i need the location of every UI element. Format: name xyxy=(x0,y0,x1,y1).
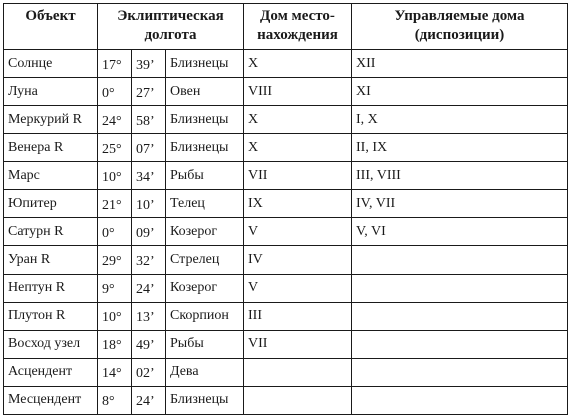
object-cell xyxy=(4,330,98,358)
planet-positions-table xyxy=(3,3,568,415)
minute-cell-text: 02’ xyxy=(136,366,155,382)
ruled-houses-cell xyxy=(352,246,568,274)
sign-cell xyxy=(166,78,244,106)
sign-cell xyxy=(166,106,244,134)
object-cell xyxy=(4,218,98,246)
degree-cell-text: 0° xyxy=(102,225,115,241)
minute-cell-text: 32’ xyxy=(136,253,155,269)
minute-cell-text: 39’ xyxy=(136,57,155,73)
object-cell-text: Плутон R xyxy=(8,308,66,324)
minute-cell xyxy=(132,78,166,106)
degree-cell xyxy=(98,106,132,134)
table-row xyxy=(4,106,568,134)
sign-cell xyxy=(166,218,244,246)
sign-cell xyxy=(166,162,244,190)
degree-cell xyxy=(98,78,132,106)
house-cell-text: X xyxy=(248,139,259,155)
ruled-houses-cell-text: II, IX xyxy=(356,139,388,155)
degree-cell xyxy=(98,190,132,218)
ruled-houses-cell xyxy=(352,386,568,414)
ruled-houses-cell xyxy=(352,106,568,134)
object-cell xyxy=(4,78,98,106)
minute-cell-text: 13’ xyxy=(136,310,155,326)
header-house: Дом место-нахождения xyxy=(244,4,352,50)
degree-cell xyxy=(98,302,132,330)
object-cell xyxy=(4,386,98,414)
house-cell-text: V xyxy=(248,280,259,296)
sign-cell xyxy=(166,330,244,358)
table-row xyxy=(4,218,568,246)
house-cell-text: III xyxy=(248,308,262,324)
table-row xyxy=(4,274,568,302)
table-row xyxy=(4,190,568,218)
degree-cell xyxy=(98,50,132,78)
minute-cell xyxy=(132,162,166,190)
minute-cell-text: 27’ xyxy=(136,85,155,101)
sign-cell xyxy=(166,386,244,414)
degree-cell-text: 10° xyxy=(102,310,122,326)
sign-cell-text: Скорпион xyxy=(170,308,229,324)
house-cell xyxy=(244,386,352,414)
object-cell xyxy=(4,246,98,274)
sign-cell-text: Стрелец xyxy=(170,251,220,267)
header-ruled-houses: Управляемые дома (диспозиции) xyxy=(352,4,568,50)
house-cell-text: X xyxy=(248,111,259,127)
ruled-houses-cell xyxy=(352,78,568,106)
header-row xyxy=(4,4,568,50)
minute-cell-text: 07’ xyxy=(136,141,155,157)
house-cell xyxy=(244,134,352,162)
object-cell-text: Месцендент xyxy=(8,392,82,408)
table-row xyxy=(4,386,568,414)
table-row xyxy=(4,50,568,78)
minute-cell xyxy=(132,330,166,358)
degree-cell-text: 24° xyxy=(102,113,122,129)
house-cell-text: VII xyxy=(248,167,268,183)
house-cell xyxy=(244,162,352,190)
minute-cell-text: 24’ xyxy=(136,394,155,410)
degree-cell xyxy=(98,330,132,358)
sign-cell-text: Рыбы xyxy=(170,167,204,183)
minute-cell-text: 09’ xyxy=(136,225,155,241)
house-cell xyxy=(244,218,352,246)
object-cell-text: Нептун R xyxy=(8,280,66,296)
object-cell-text: Луна xyxy=(8,83,38,99)
sign-cell xyxy=(166,134,244,162)
sign-cell xyxy=(166,302,244,330)
minute-cell-text: 10’ xyxy=(136,197,155,213)
minute-cell xyxy=(132,134,166,162)
minute-cell-text: 49’ xyxy=(136,338,155,354)
degree-cell xyxy=(98,246,132,274)
sign-cell-text: Рыбы xyxy=(170,336,204,352)
ruled-houses-cell-text: I, X xyxy=(356,111,378,127)
ruled-houses-cell xyxy=(352,162,568,190)
minute-cell xyxy=(132,246,166,274)
degree-cell xyxy=(98,134,132,162)
sign-cell xyxy=(166,246,244,274)
house-cell xyxy=(244,246,352,274)
house-cell-text: VIII xyxy=(248,83,273,99)
degree-cell-text: 14° xyxy=(102,366,122,382)
degree-cell-text: 18° xyxy=(102,338,122,354)
degree-cell xyxy=(98,274,132,302)
degree-cell xyxy=(98,358,132,386)
degree-cell-text: 0° xyxy=(102,85,115,101)
degree-cell-text: 17° xyxy=(102,57,122,73)
ruled-houses-cell xyxy=(352,330,568,358)
object-cell-text: Солнце xyxy=(8,55,53,71)
sign-cell-text: Овен xyxy=(170,83,201,99)
object-cell xyxy=(4,162,98,190)
degree-cell-text: 10° xyxy=(102,169,122,185)
degree-cell xyxy=(98,162,132,190)
object-cell xyxy=(4,190,98,218)
minute-cell-text: 34’ xyxy=(136,169,155,185)
sign-cell-text: Близнецы xyxy=(170,111,229,127)
house-cell-text: V xyxy=(248,223,259,239)
minute-cell xyxy=(132,302,166,330)
object-cell-text: Восход узел xyxy=(8,336,81,352)
ruled-houses-cell-text: XI xyxy=(356,83,371,99)
house-cell-text: IV xyxy=(248,251,263,267)
sign-cell-text: Близнецы xyxy=(170,139,229,155)
table-row xyxy=(4,162,568,190)
degree-cell xyxy=(98,386,132,414)
minute-cell-text: 58’ xyxy=(136,113,155,129)
sign-cell xyxy=(166,358,244,386)
table-row xyxy=(4,330,568,358)
sign-cell xyxy=(166,190,244,218)
sign-cell-text: Козерог xyxy=(170,223,218,239)
table-row xyxy=(4,246,568,274)
house-cell xyxy=(244,78,352,106)
minute-cell xyxy=(132,386,166,414)
house-cell-text: IX xyxy=(248,195,263,211)
degree-cell xyxy=(98,218,132,246)
object-cell-text: Венера R xyxy=(8,139,64,155)
object-cell xyxy=(4,274,98,302)
house-cell xyxy=(244,106,352,134)
minute-cell xyxy=(132,50,166,78)
header-object: Объект xyxy=(4,4,98,50)
ruled-houses-cell xyxy=(352,358,568,386)
table-row xyxy=(4,134,568,162)
house-cell xyxy=(244,274,352,302)
object-cell-text: Асцендент xyxy=(8,364,73,380)
object-cell xyxy=(4,358,98,386)
house-cell xyxy=(244,50,352,78)
house-cell xyxy=(244,190,352,218)
object-cell-text: Марс xyxy=(8,167,40,183)
minute-cell xyxy=(132,218,166,246)
ruled-houses-cell-text: V, VI xyxy=(356,223,386,239)
degree-cell-text: 25° xyxy=(102,141,122,157)
ruled-houses-cell xyxy=(352,190,568,218)
ruled-houses-cell xyxy=(352,274,568,302)
minute-cell xyxy=(132,358,166,386)
house-cell-text: X xyxy=(248,55,259,71)
minute-cell xyxy=(132,274,166,302)
degree-cell-text: 29° xyxy=(102,253,122,269)
degree-cell-text: 21° xyxy=(102,197,122,213)
sign-cell xyxy=(166,50,244,78)
ruled-houses-cell-text: IV, VII xyxy=(356,195,396,211)
ruled-houses-cell xyxy=(352,302,568,330)
house-cell-text: VII xyxy=(248,336,268,352)
ruled-houses-cell xyxy=(352,134,568,162)
object-cell xyxy=(4,50,98,78)
sign-cell-text: Телец xyxy=(170,195,205,211)
house-cell xyxy=(244,358,352,386)
object-cell xyxy=(4,106,98,134)
sign-cell-text: Близнецы xyxy=(170,392,229,408)
sign-cell-text: Дева xyxy=(170,364,199,380)
house-cell xyxy=(244,302,352,330)
sign-cell-text: Козерог xyxy=(170,280,218,296)
header-longitude: Эклиптическая долгота xyxy=(98,4,244,50)
ruled-houses-cell xyxy=(352,218,568,246)
ruled-houses-cell xyxy=(352,50,568,78)
ruled-houses-cell-text: III, VIII xyxy=(356,167,401,183)
table-row xyxy=(4,358,568,386)
minute-cell xyxy=(132,190,166,218)
object-cell-text: Меркурий R xyxy=(8,111,82,127)
minute-cell-text: 24’ xyxy=(136,282,155,298)
object-cell xyxy=(4,134,98,162)
ruled-houses-cell-text: XII xyxy=(356,55,376,71)
degree-cell-text: 9° xyxy=(102,282,115,298)
house-cell xyxy=(244,330,352,358)
degree-cell-text: 8° xyxy=(102,394,115,410)
object-cell-text: Сатурн R xyxy=(8,223,64,239)
minute-cell xyxy=(132,106,166,134)
object-cell xyxy=(4,302,98,330)
table-row xyxy=(4,78,568,106)
table-row xyxy=(4,302,568,330)
sign-cell-text: Близнецы xyxy=(170,55,229,71)
object-cell-text: Юпитер xyxy=(8,195,57,211)
sign-cell xyxy=(166,274,244,302)
object-cell-text: Уран R xyxy=(8,251,51,267)
